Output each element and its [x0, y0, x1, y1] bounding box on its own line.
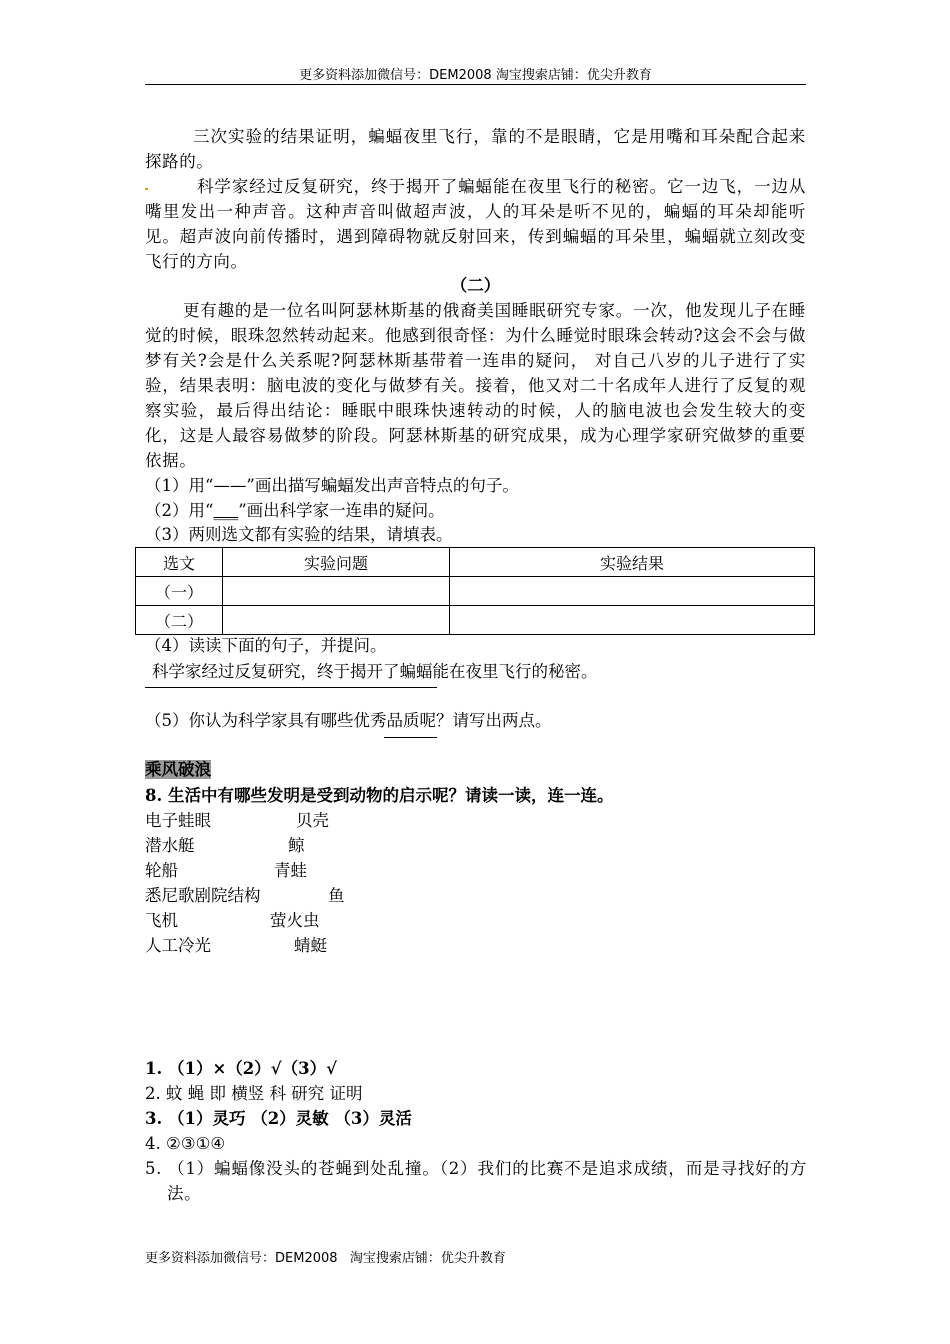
table-cell[interactable] — [450, 606, 815, 635]
match-left-item: 电子蛙眼 — [145, 811, 211, 830]
passage2-title: （二） — [450, 276, 501, 295]
section-label-text: 乘风破浪 — [145, 760, 211, 779]
answer-line[interactable] — [384, 737, 437, 738]
question-2-prefix: （2）用“ — [145, 501, 214, 520]
passage2-paragraph1: 更有趣的是一位名叫阿瑟林斯基的俄裔美国睡眠研究专家。一次，他发现儿子在睡觉的时候，眼珠忽然转动起来。他感到很奇怪：为什么睡觉时眼珠会转动?这会不会与做梦有关?会是什么关系呢?阿瑟林斯基带着一连串的疑问， 对自己八岁的儿子进行了实验，结果表明：脑电波的变化与做梦有关。接着，他又对二十名成年人进行了反复的观察实验，最后得出结论：睡眠中眼珠快速转动的时候，人的脑电波也会发生较大的变化，这是人最容易做梦的阶段。阿瑟林斯基的研究成果，成为心理学家研究做梦的重要依据。 — [145, 301, 806, 470]
table-cell[interactable] — [223, 606, 450, 635]
match-right-item: 鱼 — [328, 886, 345, 905]
table-cell[interactable] — [223, 577, 450, 606]
question-2-blank: ___ — [213, 501, 239, 520]
table-row — [136, 577, 815, 606]
question-5: （5）你认为科学家具有哪些优秀品质呢？请写出两点。 — [145, 711, 552, 730]
page-header: 更多资料添加微信号：DEM2008 淘宝搜索店铺：优尖升教育 — [299, 68, 652, 83]
question-1: （1）用“——”画出描写蝙蝠发出声音特点的句子。 — [145, 476, 519, 495]
question-4-sentence: 科学家经过反复研究，终于揭开了蝙蝠能在夜里飞行的秘密。 — [152, 662, 598, 681]
table-cell: （一） — [136, 577, 223, 606]
table-cell: （二） — [136, 606, 223, 635]
table-row — [136, 606, 815, 635]
section-label — [145, 759, 211, 781]
passage1-paragraph2: 科学家经过反复研究，终于揭开了蝙蝠能在夜里飞行的秘密。它一边飞，一边从嘴里发出一种声音。这种声音叫做超声波，人的耳朵是听不见的，蝙蝠的耳朵却能听见。超声波向前传播时，遇到障碍物就反射回来，传到蝙蝠的耳朵里，蝙蝠就立刻改变飞行的方向。 — [145, 177, 806, 271]
page-footer: 更多资料添加微信号：DEM2008 淘宝搜索店铺：优尖升教育 — [145, 1251, 506, 1266]
match-right-item: 蜻蜓 — [294, 936, 327, 955]
table-header-cell: 选文 — [136, 548, 223, 577]
experiment-table — [135, 547, 815, 635]
table-header-row — [136, 548, 815, 577]
answer-1: 1. （1）×（2）√（3）√ — [145, 1059, 337, 1078]
edit-mark — [145, 188, 148, 190]
match-left-item: 人工冷光 — [145, 936, 211, 955]
answer-2: 2. 蚊 蝇 即 横竖 科 研究 证明 — [145, 1084, 363, 1103]
table-cell[interactable] — [450, 577, 815, 606]
match-right-item: 鲸 — [288, 836, 305, 855]
question-3: （3）两则选文都有实验的结果，请填表。 — [145, 525, 453, 544]
answer-3: 3. （1）灵巧 （2）灵敏 （3）灵活 — [145, 1109, 412, 1128]
answer-5: 5. （1）蝙蝠像没头的苍蝇到处乱撞。（2）我们的比赛不是追求成绩，而是寻找好的方法。 — [145, 1159, 807, 1203]
match-right-item: 贝壳 — [296, 811, 329, 830]
answer-line[interactable] — [145, 687, 437, 688]
question-8-title: 8. 生活中有哪些发明是受到动物的启示呢？请读一读，连一连。 — [145, 786, 614, 805]
question-2 — [145, 498, 445, 523]
answer-4: 4. ②③①④ — [145, 1134, 226, 1153]
match-left-item: 悉尼歌剧院结构 — [145, 886, 261, 905]
match-left-item: 潜水艇 — [145, 836, 195, 855]
match-right-item: 青蛙 — [274, 861, 307, 880]
question-4: （4）读读下面的句子，并提问。 — [145, 636, 387, 655]
table-header-cell: 实验问题 — [223, 548, 450, 577]
match-left-item: 轮船 — [145, 861, 178, 880]
match-right-item: 萤火虫 — [270, 911, 320, 930]
header-rule — [145, 84, 806, 85]
question-2-suffix: ”画出科学家一连串的疑问。 — [238, 501, 445, 520]
passage1-paragraph1: 三次实验的结果证明，蝙蝠夜里飞行，靠的不是眼睛，它是用嘴和耳朵配合起来探路的。 — [145, 127, 806, 171]
match-left-item: 飞机 — [145, 911, 178, 930]
table-header-cell: 实验结果 — [450, 548, 815, 577]
